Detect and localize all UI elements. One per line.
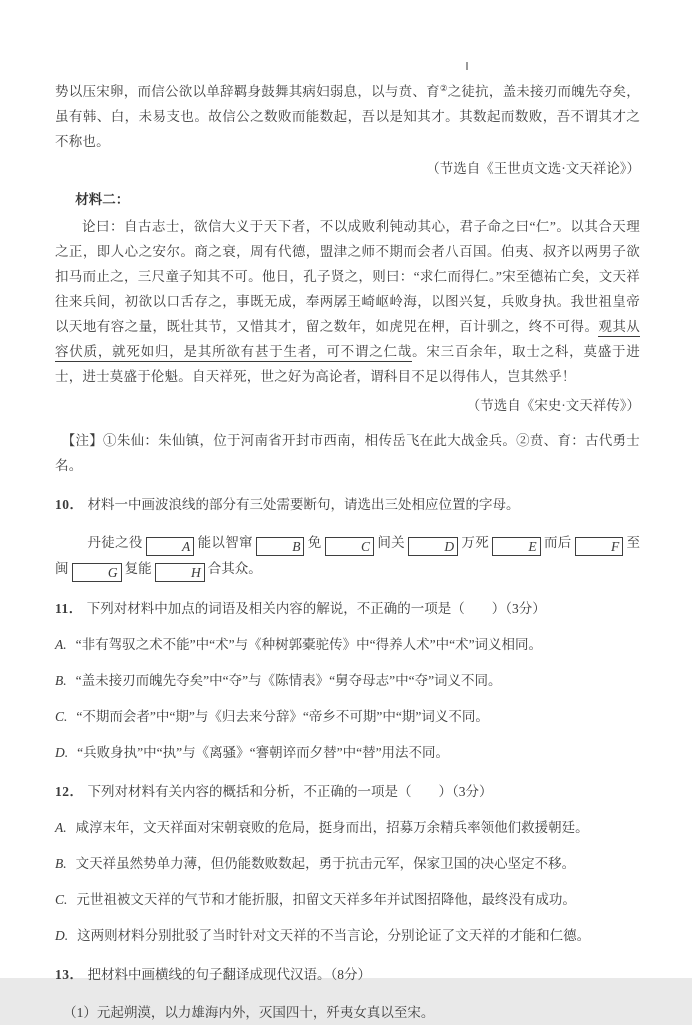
break-choice-box-a[interactable]: A (146, 537, 195, 556)
q12-option-a-text: 咸淳末年，文天祥面对宋朝衰败的危局，挺身而出，招募万余精兵率领他们救援朝廷。 (75, 820, 589, 835)
q11-option-a-label: A. (55, 637, 67, 652)
q10-seg-8: 合其众。 (207, 561, 262, 576)
q11-option-b[interactable] (55, 668, 640, 693)
q10-sentence-line (55, 530, 640, 582)
q12-option-d-text: 这两则材料分别批驳了当时针对文天祥的不当言论，分别论证了文天祥的才能和仁德。 (77, 928, 591, 943)
break-choice-box-d[interactable]: D (408, 537, 458, 556)
q11-option-d[interactable] (55, 740, 640, 765)
q12-stem-line (55, 779, 640, 804)
q12-option-c[interactable] (55, 887, 640, 912)
material2-heading: 材料二： (75, 192, 130, 207)
q10-seg-4: 万死 (461, 535, 490, 550)
q12-option-c-text: 元世祖被文天祥的气节和才能折服，扣留文天祥多年并试图招降他，最终没有成功。 (76, 892, 576, 907)
q11-option-c-label: C. (55, 709, 68, 724)
q11-option-b-label: B. (55, 673, 67, 688)
q12-option-d[interactable] (55, 923, 640, 948)
q12-option-a-label: A. (55, 820, 67, 835)
material1-text-b: 之徒抗，盖未接刃而魄先夺矣，虽有韩、白，未易支也。故信公之数败而能数起，吾以是知其才。其数起而数败，吾不谓其才之不称也。 (55, 84, 640, 149)
material1-attribution: （节选自《王世贞文选·文天祥论》） (426, 161, 640, 176)
scan-artifact-mark (466, 62, 468, 70)
q11-stem-text: 下列对材料中加点的词语及相关内容的解说，不正确的一项是（ ）（3分） (86, 601, 546, 616)
q12-option-d-label: D. (55, 928, 69, 943)
q12-option-b-text: 文天祥虽然势单力薄，但仍能数败数起，勇于抗击元军，保家卫国的决心坚定不移。 (75, 856, 576, 871)
material1-text-a: 势以压宋卵，而信公欲以单辞羁身鼓舞其病妇弱息，以与贲、育 (55, 84, 440, 99)
q10-seg-1: 能以智窜 (197, 535, 253, 550)
q12-option-a[interactable] (55, 815, 640, 840)
q11-option-a[interactable] (55, 632, 640, 657)
material2-text-b: 。宋三百余年，取士之科，莫盛于进士，进士莫盛于伦魁。自天祥死，世之好为高论者，谓科目不足以得伟人，岂其然乎！ (55, 344, 640, 384)
underlined-translation-sentence: 观其从容伏质，就死如归，是其所欲有甚于生者，可不谓之仁哉 (55, 319, 640, 362)
question-12 (55, 779, 640, 948)
q10-stem-line (55, 492, 640, 517)
question-11 (55, 596, 640, 765)
break-choice-box-g[interactable]: G (72, 563, 122, 582)
break-choice-box-e[interactable]: E (492, 537, 541, 556)
q11-option-a-text: “非有驾驭之术不能”中“术”与《种树郭橐驼传》中“得养人术”中“术”词义相同。 (75, 637, 543, 652)
break-choice-box-c[interactable]: C (325, 537, 374, 556)
question-13 (55, 962, 640, 1025)
q11-option-d-label: D. (55, 745, 69, 760)
break-choice-box-b[interactable]: B (256, 537, 305, 556)
q12-option-b[interactable] (55, 851, 640, 876)
q12-stem-text: 下列对材料有关内容的概括和分析，不正确的一项是（ ）（3分） (87, 784, 493, 799)
footnotes-line: 【注】①朱仙：朱仙镇，位于河南省开封市西南，相传岳飞在此大战金兵。②贲、育：古代勇士名。 (55, 433, 640, 473)
q10-seg-3: 间关 (377, 535, 405, 550)
break-choice-box-f[interactable]: F (575, 537, 624, 556)
q13-sub1-sentence: （1）元起朔漠，以力雄海内外，灭国四十，歼夷女真以至宋。 (63, 1005, 435, 1020)
q11-option-c-text: “不期而会者”中“期”与《归去来兮辞》“帝乡不可期”中“期”词义不同。 (76, 709, 489, 724)
q11-option-b-text: “盖未接刃而魄先夺矣”中“夺”与《陈情表》“舅夺母志”中“夺”词义不同。 (75, 673, 502, 688)
q10-seg-0: 丹徒之役 (87, 535, 143, 550)
q13-number: 13． (55, 967, 84, 982)
q12-option-b-label: B. (55, 856, 67, 871)
material1-paragraph (55, 76, 640, 154)
q11-option-c[interactable] (55, 704, 640, 729)
q10-seg-6: 至闽 (55, 535, 641, 576)
q12-number: 12． (55, 784, 84, 799)
material2-text-a: 论曰：自古志士，欲信大义于天下者，不以成败利钝动其心，君子命之曰“仁”。以其合天理之正，即人心之安尔。商之衰，周有代德，盟津之师不期而会者八百国。伯夷、叔齐以两男子欲扣马而止之，三尺童子知其不可。他日，孔子贤之，则曰：“求仁而得仁。”宋至德祐亡矣，文天祥往来兵间，初欲以口舌存之，事既无成，奉两孱王崎岖岭海，以图兴复，兵败身执。我世祖皇帝以天地有容之量，既壮其节，又惜其才，留之数年，如虎兕在柙，百计驯之，终不可得。 (55, 219, 640, 334)
q10-seg-5: 而后 (543, 535, 572, 550)
q12-option-c-label: C. (55, 892, 68, 907)
material2-paragraph (55, 214, 640, 389)
q10-stem-text: 材料一中画波浪线的部分有三处需要断句，请选出三处相应位置的字母。 (87, 497, 520, 512)
q10-number: 10． (55, 497, 84, 512)
q10-seg-2: 免 (307, 535, 322, 550)
footnote-ref-2: ② (439, 83, 448, 93)
q13-stem-text: 把材料中画横线的句子翻译成现代汉语。（8分） (87, 967, 371, 982)
question-10 (55, 492, 640, 582)
q10-seg-7: 复能 (124, 561, 152, 576)
q11-stem-line (55, 596, 640, 621)
material2-attribution: （节选自《宋史·文天祥传》） (466, 398, 640, 413)
break-choice-box-h[interactable]: H (155, 563, 205, 582)
q11-option-d-text: “兵败身执”中“执”与《离骚》“謇朝谇而夕替”中“替”用法不同。 (77, 745, 450, 760)
q11-number: 11． (55, 601, 83, 616)
q13-stem-line (55, 962, 640, 987)
